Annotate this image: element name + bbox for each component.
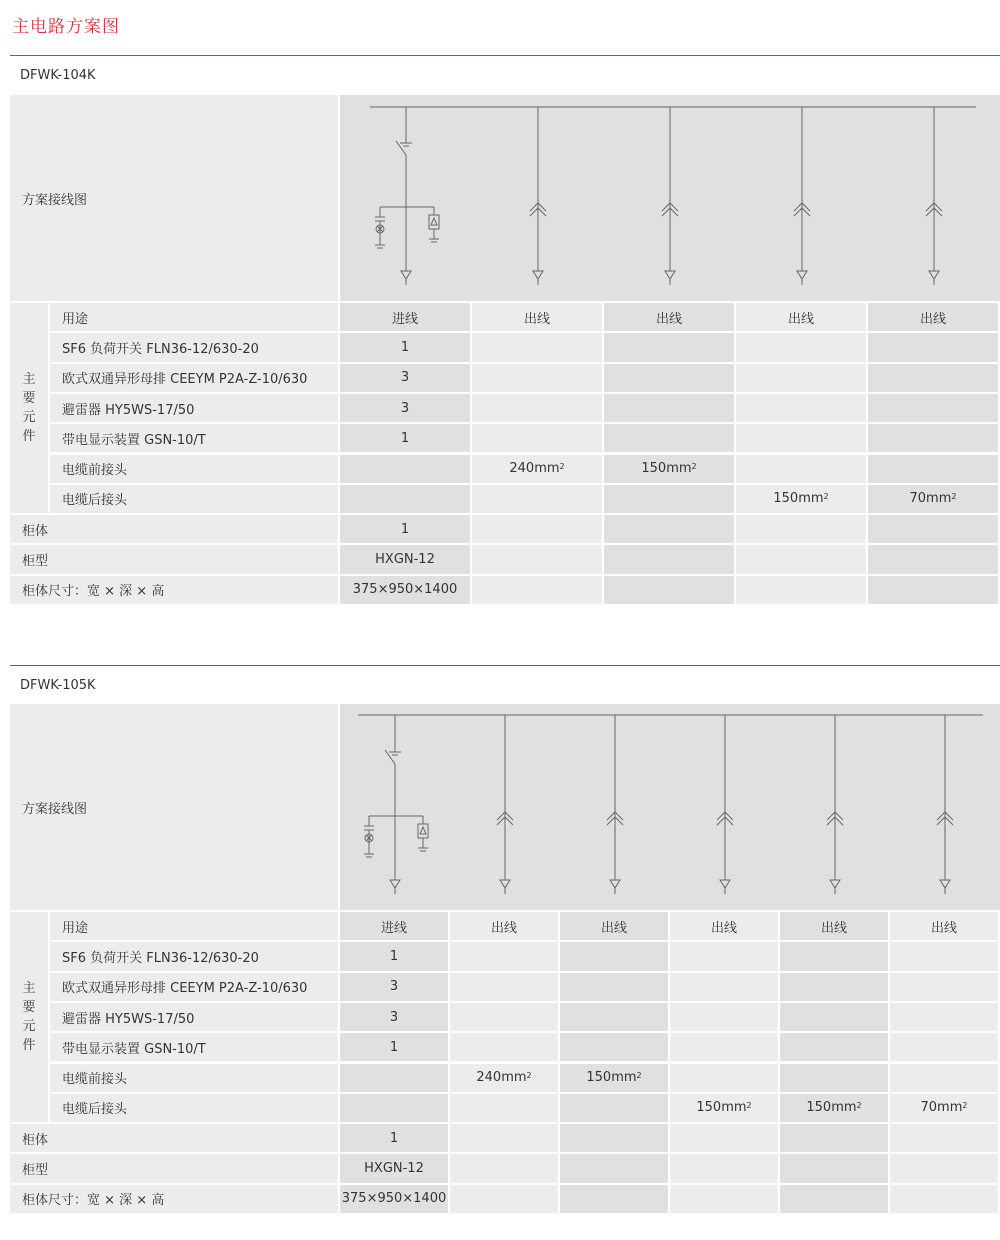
column-header: 出线 [670,912,778,940]
column-header: 出线 [780,912,888,940]
table-cell [604,485,734,513]
table-cell [868,333,998,361]
table-cell [472,394,602,422]
row-label: 电缆前接头 [50,1064,338,1092]
table-cell: 70mm $^2$ [890,1094,998,1122]
outgoing-feeder-symbol [530,107,546,285]
table-cell [670,1185,778,1213]
table-cell [340,1094,448,1122]
wiring-diagram [340,95,1000,301]
diagram-label: 方案接线图 [10,95,338,301]
column-header: 出线 [450,912,558,940]
table-cell [736,333,866,361]
table-cell [450,942,558,970]
row-label: SF6 负荷开关 FLN36-12/630-20 [50,333,338,361]
outgoing-feeder-symbol [497,715,513,894]
table-cell [890,1003,998,1031]
table-cell [736,364,866,392]
table-cell: 1 [340,515,470,543]
table-cell [670,1154,778,1182]
table-cell [560,1124,668,1152]
row-label: 避雷器 HY5WS-17/50 [50,394,338,422]
group-label-char: 件 [22,1038,36,1054]
table-cell [736,576,866,604]
table-cell [868,424,998,452]
table-cell [780,1064,888,1092]
table-cell [670,973,778,1001]
table-cell [560,1185,668,1213]
column-header: 进线 [340,912,448,940]
table-cell [890,1124,998,1152]
table-cell [736,455,866,483]
diagram-label: 方案接线图 [10,704,338,910]
table-cell [560,1094,668,1122]
table-cell [560,942,668,970]
table-cell: 1 [340,424,470,452]
table-cell: 1 [340,942,448,970]
outgoing-feeder-symbol [937,715,953,894]
table-cell: 375×950×1400 [340,576,470,604]
table-cell [736,394,866,422]
table-cell: HXGN-12 [340,545,470,573]
table-cell: 150mm $^2$ [604,455,734,483]
group-label-main-components [10,912,48,1122]
row-label: 柜体尺寸：宽 × 深 × 高 [10,576,338,604]
group-label-char: 元 [22,410,36,426]
table-cell [670,1003,778,1031]
row-label: SF6 负荷开关 FLN36-12/630-20 [50,942,338,970]
table-cell [560,973,668,1001]
table-cell [736,515,866,543]
table-cell: 150mm $^2$ [780,1094,888,1122]
table-cell [736,545,866,573]
row-label: 电缆后接头 [50,1094,338,1122]
table-cell [890,942,998,970]
group-label-char: 元 [22,1019,36,1035]
table-cell [868,364,998,392]
table-cell [670,1064,778,1092]
table-cell [780,1124,888,1152]
table-cell [450,1094,558,1122]
row-label: 用途 [50,912,338,940]
table-cell [560,1033,668,1061]
column-header: 出线 [890,912,998,940]
table-cell [604,515,734,543]
column-header: 出线 [736,303,866,331]
table-cell: 1 [340,1124,448,1152]
table-cell [780,1033,888,1061]
row-label: 带电显示装置 GSN-10/T [50,1033,338,1061]
group-label-char: 件 [22,429,36,445]
table-cell [604,545,734,573]
title-rule [10,55,1000,56]
table-cell [472,333,602,361]
row-label: 柜体 [10,1124,338,1152]
group-label-char: 主 [22,981,36,997]
row-label: 欧式双通异形母排 CEEYM P2A-Z-10/630 [50,364,338,392]
table-cell: 150mm $^2$ [670,1094,778,1122]
wiring-diagram [340,704,1000,910]
table-cell [780,1003,888,1031]
table-cell: 240mm $^2$ [472,455,602,483]
row-label: 避雷器 HY5WS-17/50 [50,1003,338,1031]
scheme-rule [10,665,1000,666]
table-cell [472,545,602,573]
table-cell [604,576,734,604]
column-header: 出线 [868,303,998,331]
row-label: 电缆前接头 [50,455,338,483]
table-cell [604,364,734,392]
table-cell [890,1064,998,1092]
outgoing-feeder-symbol [662,107,678,285]
row-label: 柜型 [10,545,338,573]
column-header: 进线 [340,303,470,331]
table-cell: 3 [340,1003,448,1031]
table-cell [868,394,998,422]
group-label-char: 主 [22,372,36,388]
group-label-main-components [10,303,48,513]
table-cell: 150mm $^2$ [560,1064,668,1092]
column-header: 出线 [472,303,602,331]
scheme-name: DFWK-104K [20,68,96,83]
table-cell [472,485,602,513]
table-cell [868,545,998,573]
incoming-feeder-symbol [364,715,428,894]
table-cell [890,973,998,1001]
table-cell [472,364,602,392]
table-cell [450,1185,558,1213]
table-cell [450,973,558,1001]
row-label: 柜体尺寸：宽 × 深 × 高 [10,1185,338,1213]
table-cell: 150mm $^2$ [736,485,866,513]
table-cell [340,455,470,483]
outgoing-feeder-symbol [794,107,810,285]
table-cell [736,424,866,452]
table-cell: 1 [340,333,470,361]
table-cell [450,1124,558,1152]
page-title: 主电路方案图 [12,17,120,37]
column-header: 出线 [560,912,668,940]
table-cell: 3 [340,364,470,392]
table-cell: 375×950×1400 [340,1185,448,1213]
row-label: 电缆后接头 [50,485,338,513]
table-cell: HXGN-12 [340,1154,448,1182]
table-cell [780,973,888,1001]
row-label: 柜体 [10,515,338,543]
group-label-char: 要 [22,391,36,407]
table-cell [670,1033,778,1061]
table-cell [340,485,470,513]
table-cell [890,1033,998,1061]
table-cell [604,394,734,422]
table-cell [340,1064,448,1092]
table-cell: 3 [340,394,470,422]
outgoing-feeder-symbol [717,715,733,894]
table-cell [560,1003,668,1031]
scheme-name: DFWK-105K [20,678,96,693]
table-cell [604,424,734,452]
table-cell [670,942,778,970]
table-cell [890,1154,998,1182]
table-cell: 70mm $^2$ [868,485,998,513]
wiring-diagram-svg [340,95,1000,301]
row-label: 带电显示装置 GSN-10/T [50,424,338,452]
table-cell [780,1185,888,1213]
table-cell [890,1185,998,1213]
table-cell [450,1154,558,1182]
table-cell [604,333,734,361]
outgoing-feeder-symbol [827,715,843,894]
row-label: 欧式双通异形母排 CEEYM P2A-Z-10/630 [50,973,338,1001]
table-cell: 3 [340,973,448,1001]
row-label: 用途 [50,303,338,331]
table-cell [472,515,602,543]
incoming-feeder-symbol [375,107,439,285]
column-header: 出线 [604,303,734,331]
group-label-char: 要 [22,1000,36,1016]
row-label: 柜型 [10,1154,338,1182]
table-cell [472,576,602,604]
table-cell: 240mm $^2$ [450,1064,558,1092]
table-cell [450,1033,558,1061]
table-cell [472,424,602,452]
table-cell [560,1154,668,1182]
table-cell [450,1003,558,1031]
outgoing-feeder-symbol [607,715,623,894]
table-cell [670,1124,778,1152]
table-cell [780,942,888,970]
table-cell [780,1154,888,1182]
outgoing-feeder-symbol [926,107,942,285]
table-cell [868,515,998,543]
table-cell: 1 [340,1033,448,1061]
table-cell [868,576,998,604]
table-cell [868,455,998,483]
wiring-diagram-svg [340,704,1000,910]
